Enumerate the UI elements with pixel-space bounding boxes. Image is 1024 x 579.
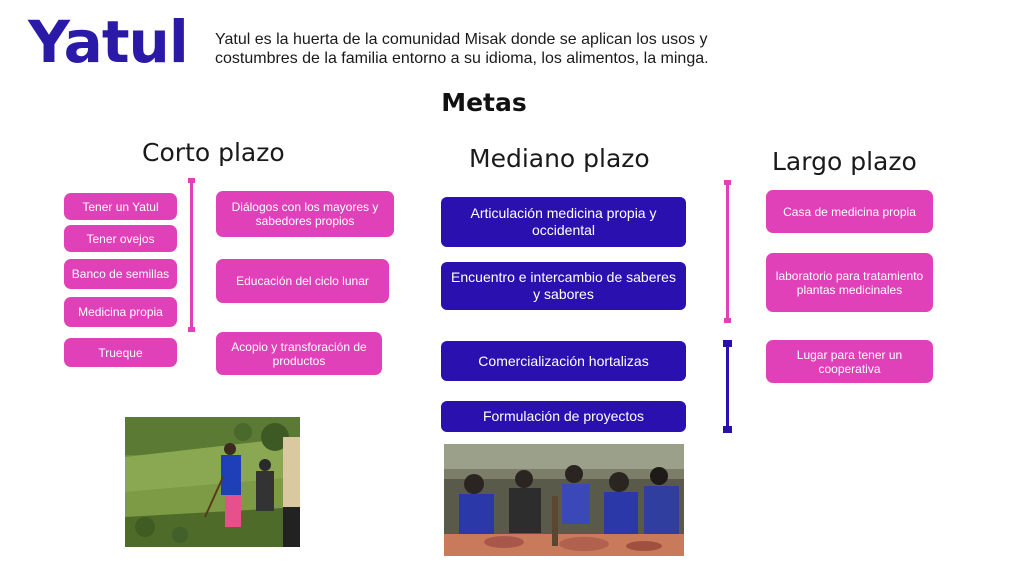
divider-cap — [723, 426, 732, 433]
goal-pill: Encuentro e intercambio de saberes y sabores — [441, 262, 686, 310]
medium-term-heading: Mediano plazo — [469, 144, 650, 173]
goal-pill: Banco de semillas — [64, 259, 177, 289]
community-gathering-photo — [444, 444, 684, 556]
short-term-heading: Corto plazo — [142, 138, 285, 167]
divider-line — [726, 342, 729, 432]
divider-cap — [724, 318, 731, 323]
goal-pill: Tener ovejos — [64, 225, 177, 252]
goal-pill: Comercialización hortalizas — [441, 341, 686, 381]
long-term-heading: Largo plazo — [772, 147, 917, 176]
goal-pill: Articulación medicina propia y occidental — [441, 197, 686, 247]
divider-cap — [188, 178, 195, 183]
goal-pill: Acopio y transforación de productos — [216, 332, 382, 375]
divider-cap — [723, 340, 732, 347]
page-title: Metas — [441, 88, 527, 117]
goal-pill: laboratorio para tratamiento plantas medicinales — [766, 253, 933, 312]
goal-pill: Tener un Yatul — [64, 193, 177, 220]
goal-pill: Educación del ciclo lunar — [216, 259, 389, 303]
logo: Yatul — [28, 8, 188, 76]
goal-pill: Medicina propia — [64, 297, 177, 327]
goal-pill: Diálogos con los mayores y sabedores propios — [216, 191, 394, 237]
farm-work-photo — [125, 417, 300, 547]
goal-pill: Lugar para tener un cooperativa — [766, 340, 933, 383]
divider-cap — [724, 180, 731, 185]
goal-pill: Formulación de proyectos — [441, 401, 686, 432]
divider-line — [726, 182, 729, 322]
goal-pill: Casa de medicina propia — [766, 190, 933, 233]
divider-cap — [188, 327, 195, 332]
divider-line — [190, 180, 193, 330]
description: Yatul es la huerta de la comunidad Misak donde se aplican los usos y costumbres de la familia entorno a su idioma, los alimentos, la minga. — [215, 31, 709, 67]
goal-pill: Trueque — [64, 338, 177, 367]
